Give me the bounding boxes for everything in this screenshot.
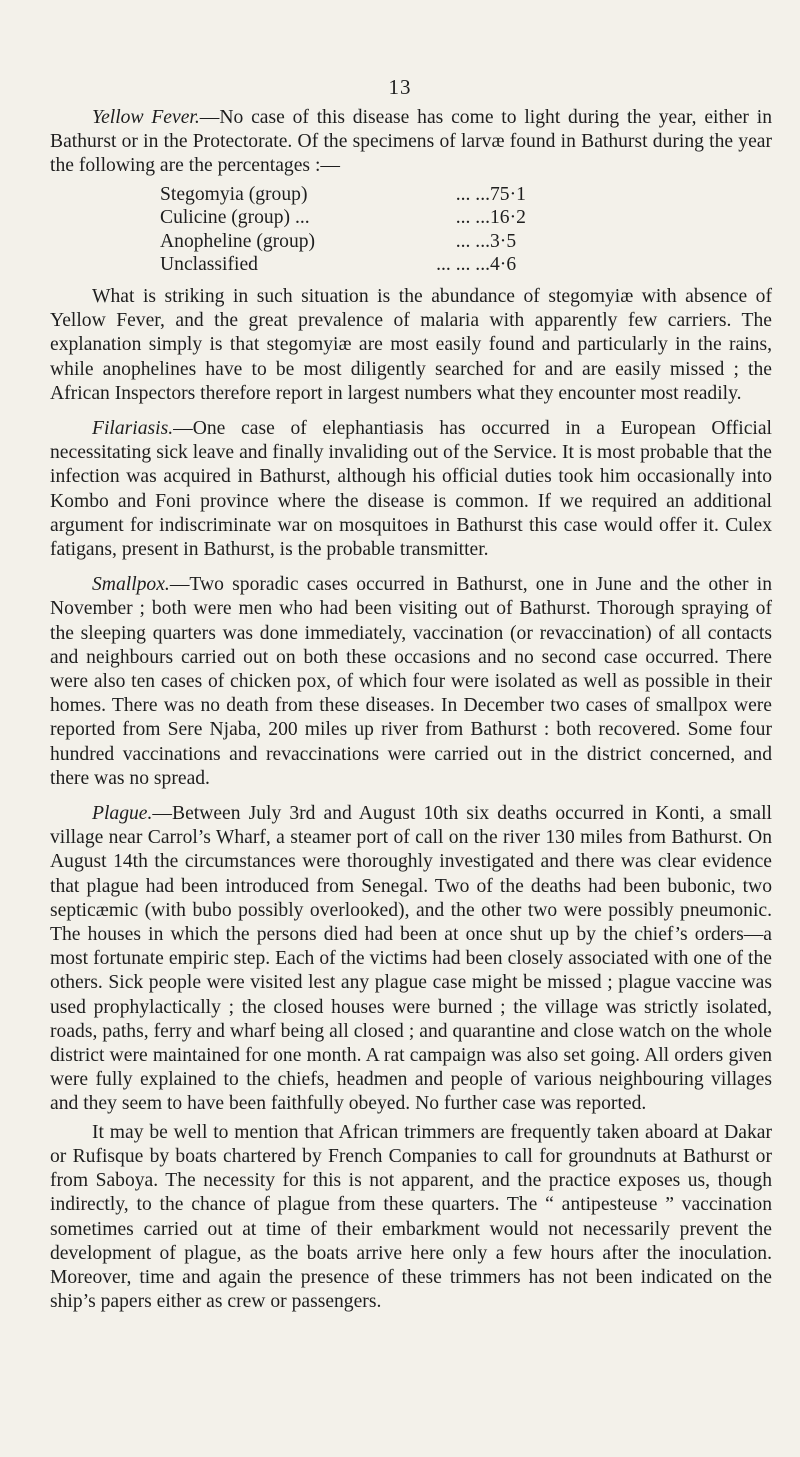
row-leader: ... ... (455, 183, 490, 205)
row-label: Unclassified (160, 254, 258, 276)
row-label: Anopheline (group) (160, 230, 316, 252)
row-value: 3·5 (490, 230, 517, 252)
smallpox-heading: Smallpox. (92, 574, 170, 596)
filariasis-body: —One case of elephantiasis has occurred in a European Official necessitating sick leave and finally invaliding out of the Service. It is most probable that the infection was acquired in Bathurst, although his official duties took him occasionally into Kombo and Foni province where the disease is common. If we required an additional argument for indiscriminate war on mosquitoes in Bathurst this case would offer it. Culex fatigans, present in Bathurst, is the probable transmitter. (50, 418, 772, 561)
row-value: 4·6 (490, 254, 517, 276)
row-leader: ... ... (455, 207, 490, 229)
trimmers-paragraph: It may be well to mention that African trimmers are frequently taken aboard at Dakar or Rufisque by boats chartered by French Companies to call for groundnuts at Bathurst or from Saboya. The necessity for this is not apparent, and the practice exposes us, though indirectly, to the chance of plague from these quarters. The “ antipesteuse ” vaccination sometimes carried out at time of their embarkment would not necessarily prevent the development of plague, as the boats arrive here only a few hours after the inoculation. Moreover, time and again the presence of these trimmers has not been indicated on the ship’s papers either as crew or passengers. (50, 1121, 772, 1313)
table-row (160, 253, 530, 277)
plague-paragraph (50, 802, 772, 1117)
page-number: 13 (388, 75, 412, 99)
smallpox-body: —Two sporadic cases occurred in Bathurst, one in June and the other in November ; both were men who had been visiting out of Bathurst. Thorough spraying of the sleeping quarters was done immediately, vaccination (or revaccination) of all contacts and neighbours carried out on both these occasions and no second case occurred. There were also ten cases of chicken pox, of which four were isolated as well as possible in their homes. There was no death from these diseases. In December two cases of smallpox were reported from Sere Njaba, 200 miles up river from Bathurst : both recovered. Some four hundred vaccinations and revaccinations were carried out in the district concerned, and there was no spread. (50, 574, 772, 789)
table-row (160, 183, 530, 207)
yellow-fever-paragraph (50, 106, 772, 179)
table-row (160, 230, 530, 254)
row-value: 16·2 (490, 207, 526, 229)
plague-body: —Between July 3rd and August 10th six deaths occurred in Konti, a small village near Carrol’s Wharf, a steamer port of call on the river 130 miles from Bathurst. On August 14th the circumstances were thoroughly investigated and there was clear evidence that plague had been introduced from Senegal. Two of the deaths had been bubonic, two septicæmic (with bubo possibly overlooked), and the other two were possibly pneumonic. The houses in which the persons died had been at once shut up by the chief’s orders—a most fortunate empiric step. Each of the victims had been closely associated with one of the others. Sick people were visited lest any plague case might be missed ; plague vaccine was used prophylactically ; the closed houses were burned ; the village was strictly isolated, roads, paths, ferry and wharf being all closed ; and quarantine and close watch on the whole district were maintained for one month. A rat campaign was also set going. All orders given were fully explained to the chiefs, headmen and people of various neighbouring villages and they seem to have been faithfully obeyed. No further case was reported. (50, 803, 772, 1115)
filariasis-heading: Filariasis. (92, 418, 174, 439)
filariasis-paragraph (50, 417, 772, 562)
row-label: Culicine (group) ... (160, 207, 310, 229)
plague-heading: Plague. (92, 803, 153, 825)
document-body (50, 106, 772, 1325)
row-value: 75·1 (490, 183, 526, 205)
yellow-fever-discussion: What is striking in such situation is the abundance of stegomyiæ with absence of Yellow Fever, and the great prevalence of malaria with apparently few carriers. The explanation simply is that stegomyiæ are most easily found and particularly in the rains, while anophelines have to be most diligently searched for and are easily missed ; the African Inspectors therefore report in largest numbers what they encounter most readily. (50, 285, 772, 404)
table-row (160, 206, 530, 230)
yellow-fever-heading: Yellow Fever. (92, 107, 200, 128)
yellow-fever-intro: —No case of this disease has come to light during the year, either in Bathurst or in the Protectorate. Of the specimens of larvæ found in Bathurst during the year the following are the percentages :— (50, 107, 772, 177)
row-leader: ... ... ... (436, 254, 490, 276)
smallpox-paragraph (50, 573, 772, 791)
larvae-percentage-table (160, 183, 530, 277)
row-label: Stegomyia (group) (160, 183, 308, 205)
row-leader: ... ... (455, 230, 490, 252)
